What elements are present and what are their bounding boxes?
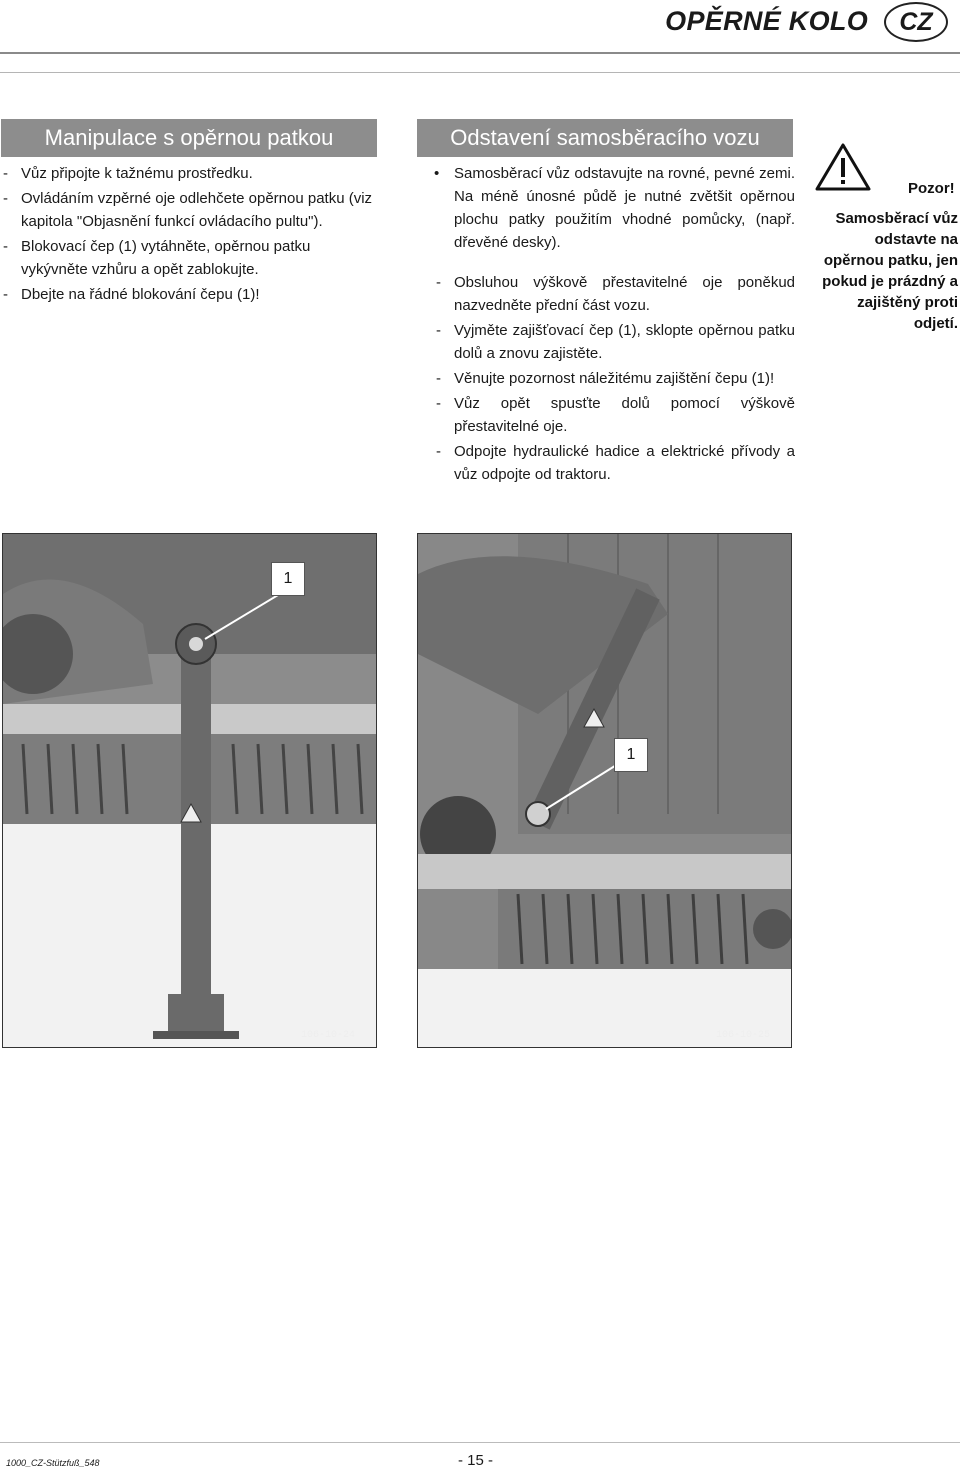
list-item: - Věnujte pozornost náležitému zajištění čepu (1)! <box>436 370 775 387</box>
list-item: - Obsluhou výškově přestavitelné oje poněkud nazvedněte přední část vozu. <box>436 274 795 314</box>
warning-text: Samosběrací vůz odstavte na opěrnou patku, jen pokud je prázdný a zajištěný proti odjetí. <box>822 210 958 332</box>
language-badge: CZ <box>884 2 948 42</box>
list-item: - Vůz opět spusťte dolů pomocí výškově přestavitelné oje. <box>436 395 795 435</box>
list-item: - Odpojte hydraulické hadice a elektrické přívody a vůz odpojte od traktoru. <box>436 443 795 483</box>
callout-label: 1 <box>271 562 305 596</box>
footer-rule <box>0 1442 960 1443</box>
right-instructions <box>433 162 795 488</box>
page-title: OPĚRNÉ KOLO <box>665 6 868 36</box>
header-rule <box>0 52 960 54</box>
photo-illustration <box>418 534 792 1048</box>
header-rule-secondary <box>0 72 960 73</box>
callout-label: 1 <box>614 738 648 772</box>
photo-support-foot-lowered <box>417 533 792 1048</box>
photo-code: 106-10-25 <box>716 1030 771 1041</box>
list-item: - Ovládáním vzpěrné oje odlehčete opěrnou patku (viz kapitola "Objasnění funkcí ovládacího pultu"). <box>3 190 373 230</box>
section-heading-right: Odstavení samosběracího vozu <box>417 119 793 157</box>
bullet-item: • Samosběrací vůz odstavujte na rovné, pevné zemi. Na méně únosné půdě je nutné zvětšit opěrnou plochu patky použitím vhodné pomůcky, (např. dřevěné desky). <box>434 165 795 251</box>
photo-illustration <box>3 534 377 1048</box>
warning-triangle-icon <box>815 142 871 192</box>
list-item: - Vůz připojte k tažnému prostředku. <box>3 165 253 182</box>
list-item: - Vyjměte zajišťovací čep (1), sklopte opěrnou patku dolů a znovu zajistěte. <box>436 322 795 362</box>
document-id: 1000_CZ-Stützfuß_548 <box>6 1458 100 1468</box>
photo-support-foot-raised <box>2 533 377 1048</box>
list-item: - Dbejte na řádné blokování čepu (1)! <box>3 286 260 303</box>
warning-title: Pozor! <box>908 180 955 197</box>
section-heading-left: Manipulace s opěrnou patkou <box>1 119 377 157</box>
page-number: - 15 - <box>458 1452 494 1469</box>
list-item: - Blokovací čep (1) vytáhněte, opěrnou patku vykývněte vzhůru a opět zablokujte. <box>3 238 311 278</box>
left-instructions <box>0 162 380 308</box>
photo-code: 106-10-24 <box>301 1030 356 1041</box>
